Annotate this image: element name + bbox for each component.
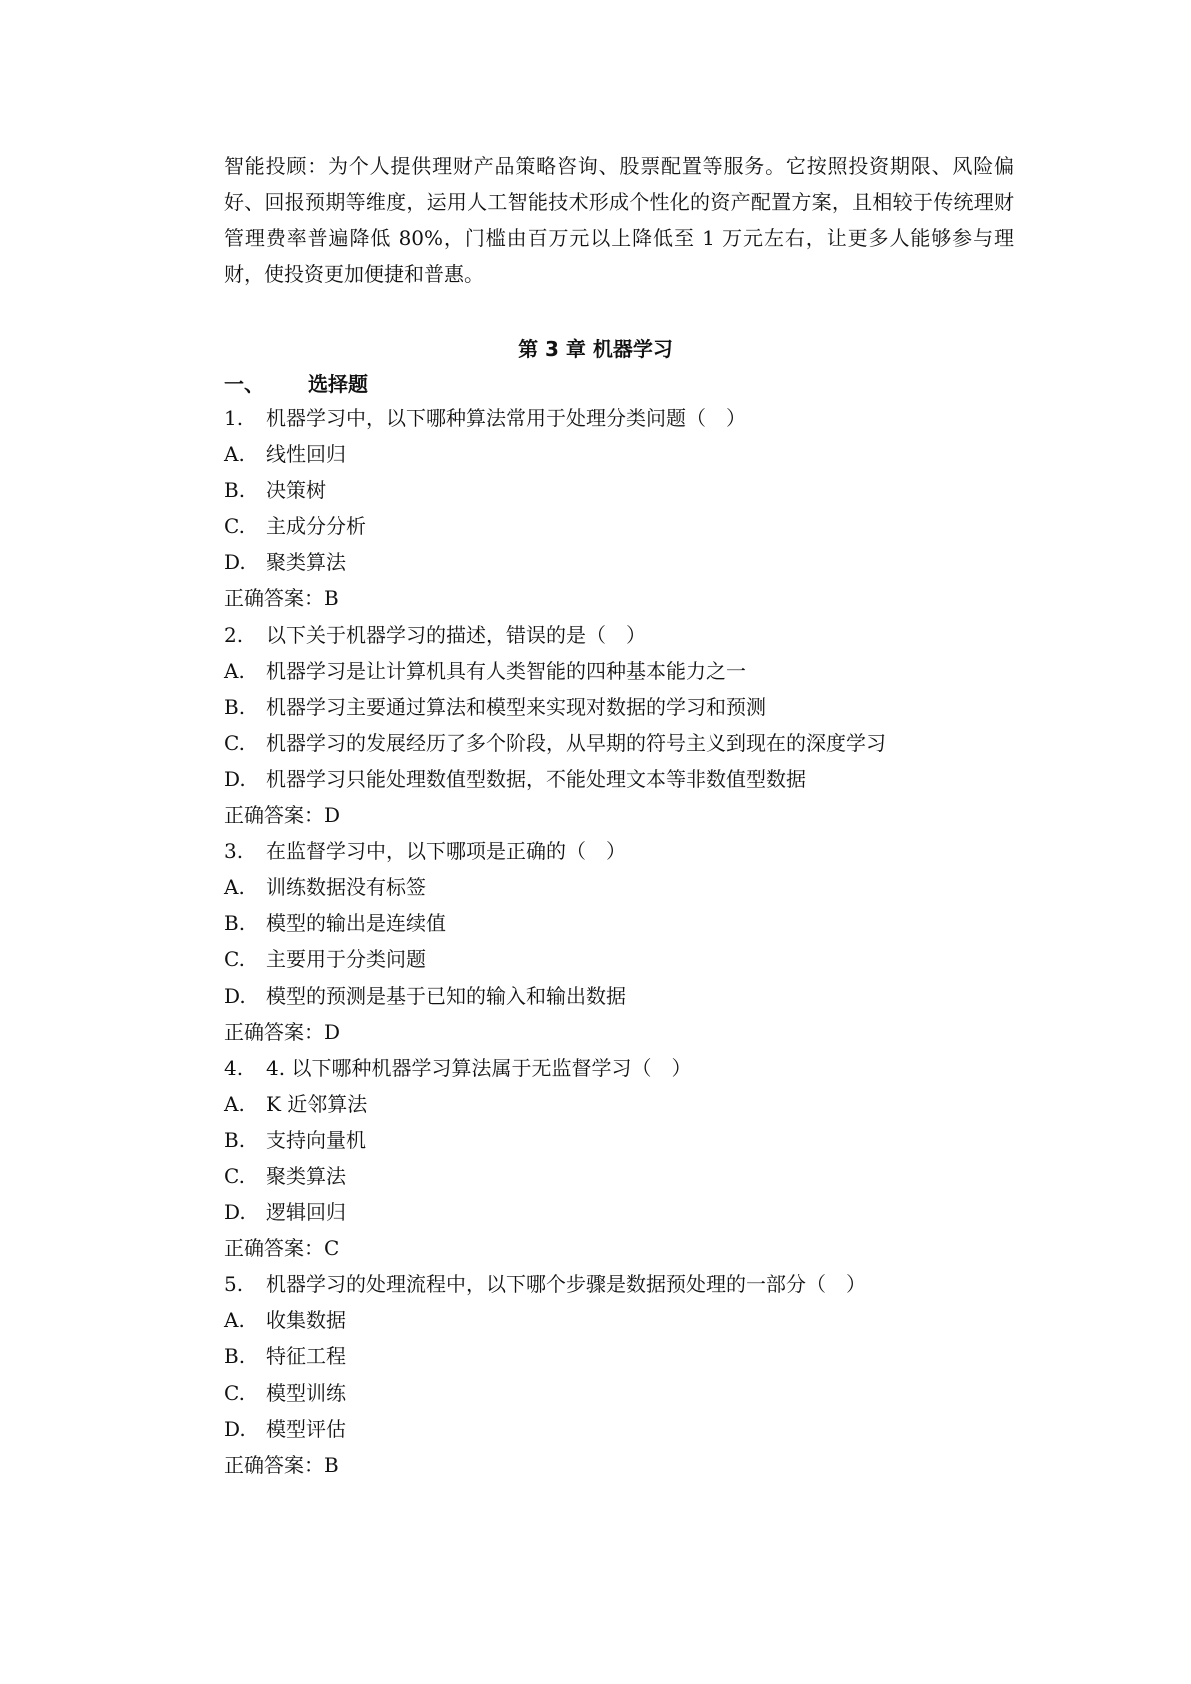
question-text: 4. 以下哪种机器学习算法属于无监督学习（ ）	[266, 1055, 692, 1080]
option-d	[224, 978, 1024, 1014]
option-text: K 近邻算法	[266, 1091, 368, 1116]
question-text: 机器学习的处理流程中，以下哪个步骤是数据预处理的一部分（ ）	[266, 1272, 866, 1297]
question-5	[224, 1266, 1024, 1483]
question-stem	[224, 833, 1024, 869]
option-d	[224, 1411, 1024, 1447]
option-letter: C.	[224, 730, 245, 755]
option-text: 主成分分析	[266, 514, 366, 539]
question-4	[224, 1050, 1024, 1267]
question-text: 以下关于机器学习的描述，错误的是（ ）	[266, 622, 646, 647]
option-text: 收集数据	[266, 1308, 346, 1333]
intro-paragraph: 智能投顾：为个人提供理财产品策略咨询、股票配置等服务。它按照投资期限、风险偏好、回报预期等维度，运用人工智能技术形成个性化的资产配置方案，且相较于传统理财管理费率普遍降低 80%，门槛由百万元以上降低至 1 万元左右，让更多人能够参与理财，使投资更加便捷和普惠。	[224, 154, 1014, 286]
option-c	[224, 508, 1024, 544]
option-text: 支持向量机	[266, 1127, 366, 1152]
option-letter: A.	[224, 1308, 245, 1333]
option-text: 决策树	[266, 478, 326, 503]
option-text: 聚类算法	[266, 1163, 346, 1188]
option-text: 线性回归	[266, 442, 346, 467]
option-a	[224, 653, 1024, 689]
option-letter: A.	[224, 875, 245, 900]
option-text: 模型的输出是连续值	[266, 911, 446, 936]
question-text: 机器学习中，以下哪种算法常用于处理分类问题（ ）	[266, 406, 746, 430]
option-d	[224, 544, 1024, 580]
answer-line: 正确答案：D	[224, 1019, 341, 1044]
option-letter: C.	[224, 514, 245, 539]
option-text: 模型训练	[266, 1380, 346, 1405]
option-letter: B.	[224, 1344, 246, 1369]
option-text: 机器学习是让计算机具有人类智能的四种基本能力之一	[266, 658, 746, 683]
question-number: 2.	[224, 622, 244, 647]
option-letter: C.	[224, 1163, 245, 1188]
option-text: 机器学习的发展经历了多个阶段，从早期的符号主义到现在的深度学习	[266, 730, 886, 755]
option-b	[224, 1338, 1024, 1374]
option-text: 主要用于分类问题	[266, 947, 426, 972]
question-number: 4.	[224, 1055, 244, 1080]
section-title: 选择题	[308, 372, 368, 396]
answer-line: 正确答案：B	[224, 1452, 339, 1477]
question-stem	[224, 400, 1024, 436]
option-c	[224, 1375, 1024, 1411]
option-text: 聚类算法	[266, 550, 346, 575]
option-b	[224, 905, 1024, 941]
section-heading	[224, 366, 368, 402]
option-text: 逻辑回归	[266, 1200, 346, 1225]
question-1	[224, 400, 1024, 617]
answer-line: 正确答案：D	[224, 803, 341, 828]
option-text: 模型评估	[266, 1416, 346, 1441]
option-text: 特征工程	[266, 1344, 346, 1369]
option-text: 模型的预测是基于已知的输入和输出数据	[266, 983, 626, 1008]
question-number: 3.	[224, 839, 244, 864]
answer-line: 正确答案：C	[224, 1236, 340, 1261]
option-b	[224, 689, 1024, 725]
chapter-title: 第 3 章 机器学习	[518, 337, 673, 361]
option-letter: A.	[224, 442, 245, 467]
option-letter: C.	[224, 947, 245, 972]
option-c	[224, 941, 1024, 977]
answer-line: 正确答案：B	[224, 586, 339, 611]
option-letter: D.	[224, 550, 246, 575]
option-letter: B.	[224, 1127, 246, 1152]
option-a	[224, 436, 1024, 472]
question-stem	[224, 1050, 1024, 1086]
section-number: 一、	[224, 372, 264, 396]
option-letter: B.	[224, 478, 246, 503]
option-b	[224, 1122, 1024, 1158]
question-2	[224, 617, 1024, 834]
option-a	[224, 1302, 1024, 1338]
question-number: 1.	[224, 406, 244, 430]
option-letter: D.	[224, 1200, 246, 1225]
option-text: 训练数据没有标签	[266, 875, 426, 900]
option-d	[224, 1194, 1024, 1230]
option-letter: D.	[224, 1416, 246, 1441]
question-text: 在监督学习中，以下哪项是正确的（ ）	[266, 839, 626, 864]
option-text: 机器学习主要通过算法和模型来实现对数据的学习和预测	[266, 694, 766, 719]
option-letter: A.	[224, 658, 245, 683]
option-letter: D.	[224, 766, 246, 791]
option-d	[224, 761, 1024, 797]
option-c	[224, 1158, 1024, 1194]
option-a	[224, 869, 1024, 905]
question-stem	[224, 1266, 1024, 1302]
question-3	[224, 833, 1024, 1050]
question-list	[224, 400, 1024, 1483]
option-c	[224, 725, 1024, 761]
option-letter: B.	[224, 911, 246, 936]
question-number: 5.	[224, 1272, 244, 1297]
question-stem	[224, 617, 1024, 653]
option-a	[224, 1086, 1024, 1122]
option-b	[224, 472, 1024, 508]
option-letter: A.	[224, 1091, 245, 1116]
option-letter: C.	[224, 1380, 245, 1405]
option-letter: D.	[224, 983, 246, 1008]
option-text: 机器学习只能处理数值型数据，不能处理文本等非数值型数据	[266, 766, 806, 791]
option-letter: B.	[224, 694, 246, 719]
